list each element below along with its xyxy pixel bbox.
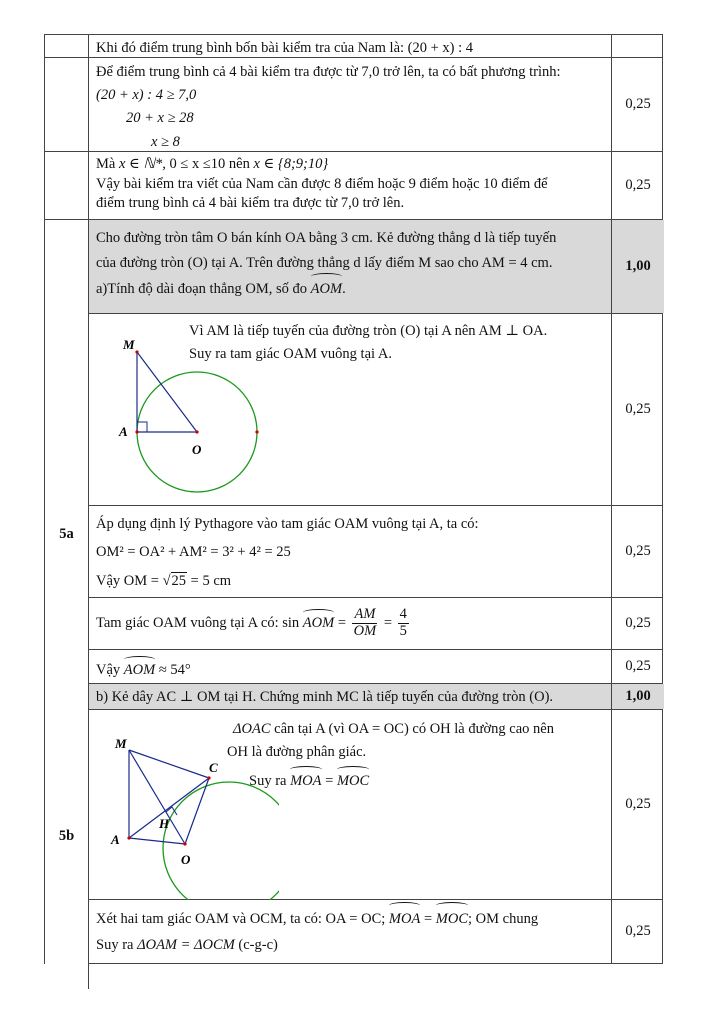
inequality-eq2: 20 + x ≥ 28 <box>126 110 194 127</box>
explanation-5a <box>189 320 547 366</box>
label-m: M <box>115 736 127 751</box>
pythagore-intro: Áp dụng định lý Pythagore vào tam giác OAM vuông tại A, ta có: <box>96 516 479 532</box>
score-cell <box>612 900 664 963</box>
angle: MOA <box>290 770 321 793</box>
math: ΔOAC <box>233 721 271 737</box>
content-cell <box>89 650 612 683</box>
angle: AOM <box>311 277 342 302</box>
text: (c-g-c) <box>238 937 278 954</box>
fraction-am-om <box>352 607 379 640</box>
angle: MOC <box>337 770 369 793</box>
tangent-line: Vì AM là tiếp tuyến của đường tròn (O) tại A nên AM ⊥ OA. <box>189 323 548 339</box>
problem-line3 <box>96 277 604 302</box>
score-cell <box>612 35 664 57</box>
score-cell <box>612 220 664 313</box>
right-angle-mark <box>137 422 147 432</box>
label-c: C <box>209 760 218 775</box>
inequality-eq3: x ≥ 8 <box>151 133 180 150</box>
conclusion-line2: Vậy bài kiểm tra viết của Nam cần được 8 điểm hoặc 9 điểm hoặc 10 điểm để <box>96 175 548 192</box>
content-cell <box>89 598 612 649</box>
text: Xét hai tam giác OAM và OCM, ta có: OA = OC; <box>96 911 386 927</box>
explanation-5b <box>227 718 554 794</box>
sine-line <box>96 607 411 640</box>
row-average <box>44 34 663 58</box>
score: 0,25 <box>625 96 651 112</box>
text: = 5 cm <box>190 572 232 589</box>
text: 0 ≤ x ≤10 nên <box>169 156 250 172</box>
content-cell <box>89 152 612 219</box>
angle: MOA <box>389 906 420 932</box>
point-c <box>207 776 210 779</box>
score: 0,25 <box>625 177 651 193</box>
point-a <box>135 430 138 433</box>
score-cell <box>612 598 664 649</box>
segment-mo <box>137 352 197 432</box>
row-figure-5a <box>44 314 663 506</box>
row-pythagore <box>44 506 663 598</box>
congruent-line1 <box>96 906 604 932</box>
pythagore-result: Vậy OM = √25 = 5 cm <box>96 572 232 589</box>
text: a)Tính độ dài đoạn thẳng OM, số đo <box>96 280 308 297</box>
score: 0,25 <box>625 658 651 674</box>
content-cell <box>89 900 612 963</box>
score-cell <box>612 314 664 505</box>
conclusion-line3: điểm trung bình cả 4 bài kiểm tra được từ 7,0 trở lên. <box>96 195 405 212</box>
point-m <box>135 350 138 353</box>
numerator: AM <box>354 606 376 623</box>
inequality-intro: Để điểm trung bình cả 4 bài kiểm tra được từ 7,0 trở lên, ta có bất phương trình: <box>96 64 561 80</box>
label-o: O <box>192 442 202 457</box>
point-o <box>183 842 186 845</box>
label-cell <box>45 35 89 57</box>
score: 0,25 <box>625 615 651 631</box>
score-cell <box>612 650 664 683</box>
denominator: OM <box>353 623 377 639</box>
text: = <box>325 773 334 790</box>
row-figure-5b <box>44 710 663 900</box>
angle: MOC <box>436 906 468 932</box>
score: 0,25 <box>625 796 651 812</box>
angle: AOM <box>303 613 334 634</box>
isosceles-line <box>233 718 554 741</box>
score: 1,00 <box>625 688 651 704</box>
inequality-eq1: (20 + x) : 4 ≥ 7,0 <box>96 87 197 104</box>
text: ; OM chung <box>468 911 539 927</box>
content-cell <box>89 58 612 151</box>
angle-result <box>96 660 191 681</box>
text: Tam giác OAM vuông tại A có: sin <box>96 614 300 631</box>
row-inequality <box>44 58 663 152</box>
score: 1,00 <box>625 258 651 274</box>
row-conclusion <box>44 152 663 220</box>
content-cell <box>89 710 612 899</box>
text: Suy ra <box>249 773 287 790</box>
math: ΔOAM = ΔOCM <box>137 937 235 954</box>
radicand: 25 <box>171 572 187 589</box>
text: = <box>383 614 393 631</box>
text: cân tại A (vì OA = OC) có OH là đường cao nên <box>274 721 554 737</box>
content-cell <box>89 684 612 709</box>
point-o <box>195 430 198 433</box>
score-cell <box>612 58 664 151</box>
point-right <box>255 430 258 433</box>
score-cell <box>612 710 664 899</box>
text: = <box>423 911 433 927</box>
score: 0,25 <box>625 401 651 417</box>
label-h: H <box>159 816 170 831</box>
label-cell <box>45 58 89 151</box>
label-cell <box>45 152 89 219</box>
row-sine <box>44 598 663 650</box>
row-angle-result <box>44 650 663 684</box>
score: 0,25 <box>625 923 651 939</box>
problem-line2: của đường tròn (O) tại A. Trên đường thẳng d lấy điểm M sao cho AM = 4 cm. <box>96 255 553 272</box>
label-o: O <box>181 852 191 867</box>
score-cell <box>612 684 664 709</box>
segment-ao <box>129 838 185 844</box>
segment-mo <box>129 750 185 844</box>
right-triangle-line: Suy ra tam giác OAM vuông tại A. <box>189 346 392 363</box>
text: Suy ra <box>96 937 134 954</box>
text: . <box>342 280 346 297</box>
numerator: 4 <box>399 606 407 623</box>
content-cell <box>89 220 612 313</box>
text: Vậy <box>96 661 121 678</box>
score-cell <box>612 152 664 219</box>
label-a: A <box>119 424 128 439</box>
fraction-4-5 <box>398 607 409 640</box>
point-a <box>127 836 130 839</box>
angle: AOM <box>124 660 155 681</box>
score-cell <box>612 506 664 597</box>
text: ≈ 54° <box>158 661 191 678</box>
congruent-line2 <box>96 932 604 958</box>
average-text: Khi đó điểm trung bình bốn bài kiểm tra của Nam là: (20 + x) : 4 <box>96 40 474 56</box>
content-cell <box>89 506 612 597</box>
bisector-line: OH là đường phân giác. <box>227 744 367 761</box>
label-a: A <box>111 832 120 847</box>
text: Mà <box>96 156 116 172</box>
angle-equal-line <box>249 770 554 793</box>
conclusion-line1 <box>96 155 604 175</box>
content-cell <box>89 35 612 57</box>
content-cell <box>89 314 612 505</box>
pythagore-eq: OM² = OA² + AM² = 3² + 4² = 25 <box>96 544 291 561</box>
math: x ∈ ℕ*, <box>118 156 166 172</box>
math: x ∈ {8;9;10} <box>253 156 329 172</box>
problem-line1: Cho đường tròn tâm O bán kính OA bằng 3 cm. Kẻ đường thẳng d là tiếp tuyến <box>96 230 557 246</box>
row-congruent <box>44 900 663 964</box>
text: Vậy OM = <box>96 572 159 589</box>
problem-5b-text: b) Kẻ dây AC ⊥ OM tại H. Chứng minh MC là tiếp tuyến của đường tròn (O). <box>96 689 554 705</box>
denominator: 5 <box>399 623 407 639</box>
question-label-5b: 5b <box>58 828 75 844</box>
question-label-5a: 5a <box>59 526 74 542</box>
label-m: M <box>123 337 135 352</box>
segment-co <box>185 778 209 844</box>
score: 0,25 <box>625 543 651 559</box>
label-cell <box>45 684 89 989</box>
segment-mc <box>129 750 209 778</box>
text: = <box>337 614 347 631</box>
